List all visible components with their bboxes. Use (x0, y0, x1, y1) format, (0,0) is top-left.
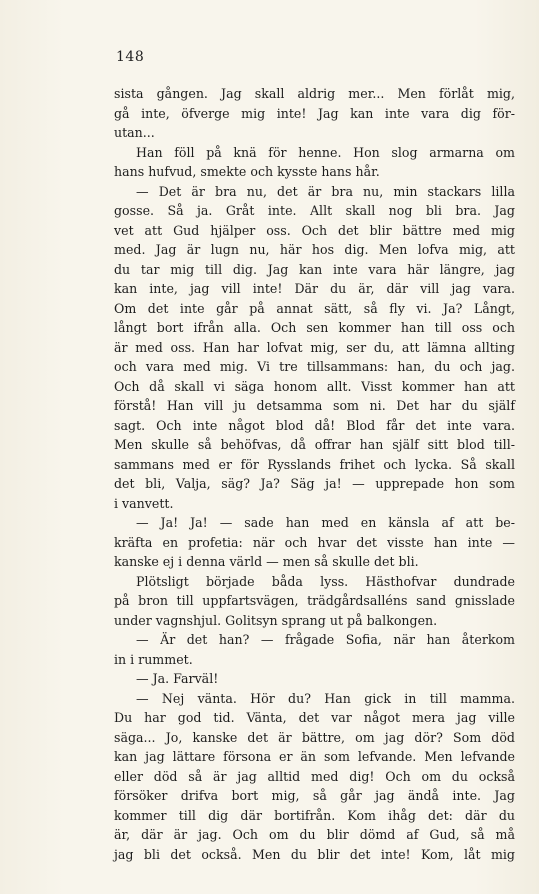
text-line: kan inte, jag vill inte! Där du är, där vill jag vara. (114, 281, 515, 296)
text-line: sammans med er för Rysslands frihet och lycka. Så skall (114, 456, 515, 472)
text-line: kan jag lättare försona er än som lefvande. Men lefvande (114, 749, 515, 764)
text-line: är med oss. Han har lofvat mig, ser du, att lämna allting (114, 339, 515, 355)
text-line: Plötsligt började båda lyss. Hästhofvar dundrade (136, 573, 515, 589)
text-line: Men skulle så behöfvas, då offrar han själf sitt blod till- (114, 437, 515, 452)
text-line: kommer till dig där bortifrån. Kom ihåg det: där du (114, 807, 515, 823)
text-line: förstå! Han vill ju detsamma som ni. Det har du själf (114, 398, 515, 413)
text-line: Om det inte går på annat sätt, så fly vi. Ja? Långt, (114, 300, 515, 316)
text-line: utan... (114, 125, 155, 140)
text-line: är, där är jag. Och om du blir dömd af Gud, så må (114, 827, 515, 842)
text-line: Du har god tid. Vänta, det var något mera jag ville (114, 710, 515, 725)
text-line: — Det är bra nu, det är bra nu, min stackars lilla (136, 183, 515, 199)
text-line: försöker drifva bort mig, så går jag ändå inte. Jag (114, 788, 515, 803)
text-line: det bli, Valja, säg? Ja? Säg ja! — upprepade hon som (114, 476, 515, 491)
text-line: sagt. Och inte något blod då! Blod får det inte vara. (114, 417, 515, 433)
text-line: — Är det han? — frågade Sofia, när han återkom (136, 632, 515, 647)
text-line: Han föll på knä för henne. Hon slog armarna om (136, 144, 515, 160)
text-line: långt bort ifrån alla. Och sen kommer han till oss och (114, 320, 515, 335)
text-line: — Nej vänta. Hör du? Han gick in till mamma. (136, 690, 515, 706)
text-line: du tar mig till dig. Jag kan inte vara här längre, jag (114, 261, 515, 277)
text-line: — Ja. Farväl! (136, 671, 219, 686)
text-line: under vagnshjul. Golitsyn sprang ut på balkongen. (114, 612, 438, 628)
text-line: jag bli det också. Men du blir det inte! Kom, låt mig (114, 846, 515, 862)
text-line: sista gången. Jag skall aldrig mer... Men förlåt mig, (114, 86, 515, 101)
text-line: Och då skall vi säga honom allt. Visst kommer han att (114, 378, 515, 394)
page-number: 148 (116, 49, 145, 65)
text-line: in i rummet. (114, 651, 193, 667)
body-text (114, 84, 515, 864)
text-line: — Ja! Ja! — sade han med en känsla af att be- (136, 515, 515, 530)
text-line: eller död så är jag alltid med dig! Och om du också (114, 768, 515, 784)
text-line: kanske ej i denna värld — men så skulle det bli. (114, 554, 419, 569)
text-line: säga... Jo, kanske det är bättre, om jag dör? Som död (114, 729, 515, 745)
text-line: kräfta en profetia: när och hvar det visste han inte — (114, 534, 515, 550)
text-line: på bron till uppfartsvägen, trädgårdsalléns sand gnisslade (114, 593, 515, 608)
text-line: gå inte, öfverge mig inte! Jag kan inte vara dig för- (114, 105, 515, 121)
text-line: med. Jag är lugn nu, här hos dig. Men lofva mig, att (114, 242, 515, 257)
text-line: hans hufvud, smekte och kysste hans hår. (114, 164, 380, 179)
text-line: och vara med mig. Vi tre tillsammans: han, du och jag. (114, 359, 515, 374)
text-line: i vanvett. (114, 495, 174, 511)
text-line: gosse. Så ja. Gråt inte. Allt skall nog bli bra. Jag (114, 203, 515, 218)
text-line: vet att Gud hjälper oss. Och det blir bättre med mig (114, 222, 515, 238)
